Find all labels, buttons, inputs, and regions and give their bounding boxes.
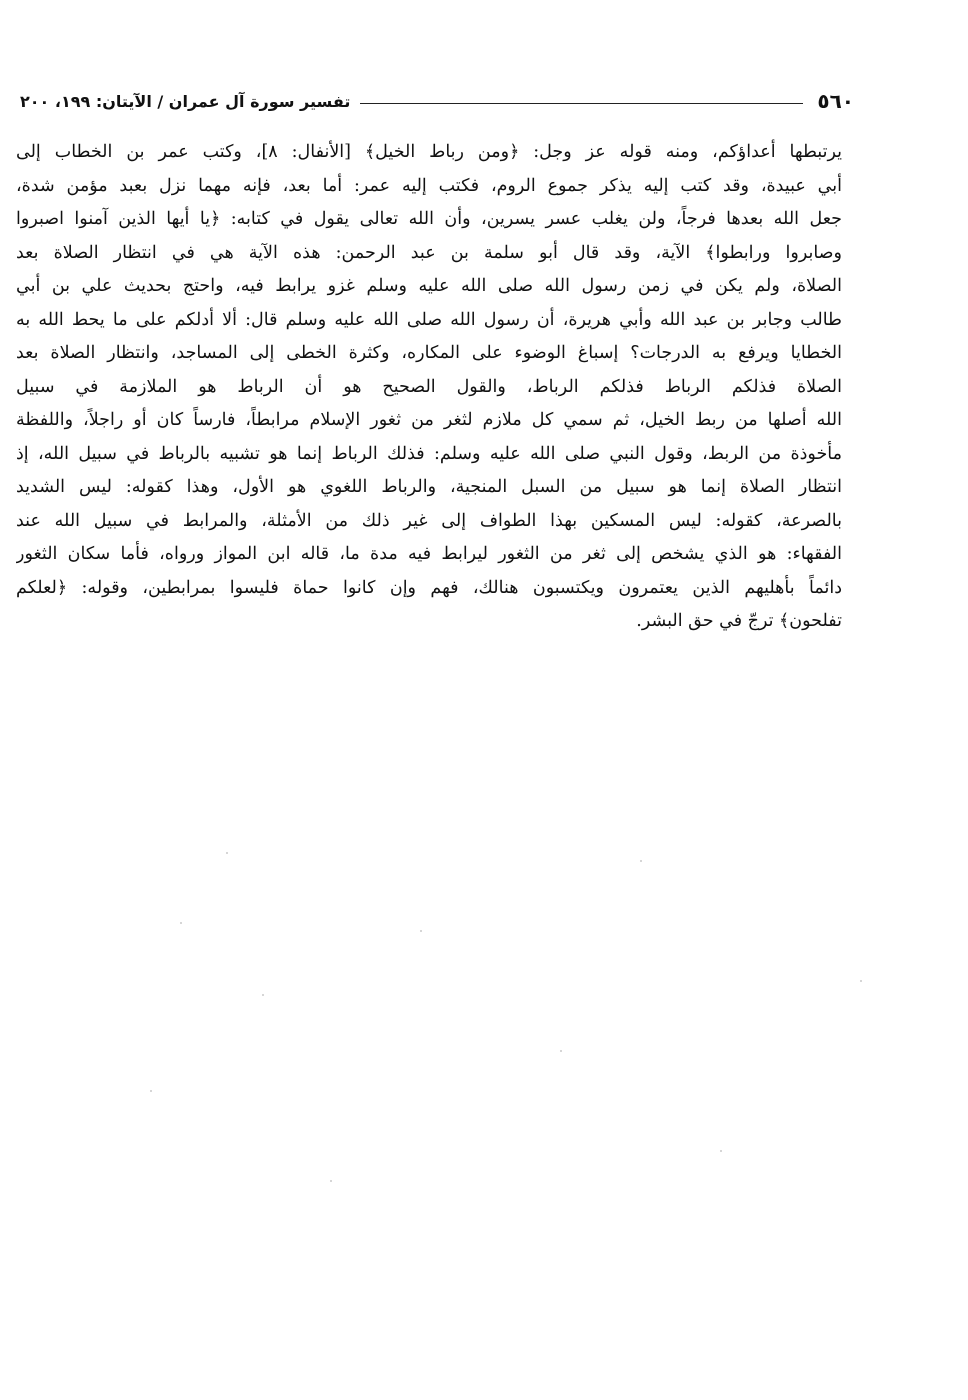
text-line: الصلاة فذلكم الرباط فذلكم الرباط، والقول الصحيح هو أن الرباط هو الملازمة في سبيل <box>16 376 842 397</box>
text-line: الخطايا ويرفع به الدرجات؟ إسباغ الوضوء على المكاره، وكثرة الخطى إلى المساجد، وانتظار الصلاة بعد <box>16 343 842 363</box>
text-line: الفقهاء: هو الذي يشخص إلى ثغر من الثغور ليرابط فيه مدة ما، قاله ابن المواز ورواه، فأما سكان الثغور <box>16 544 842 564</box>
page-number: ٥٦٠ <box>817 89 854 113</box>
scan-speck <box>226 852 228 854</box>
body-text <box>16 136 842 639</box>
text-line: أبي عبيدة، وقد كتب إليه يذكر جموع الروم، فكتب إليه عمر: أما بعد، فإنه مهما نزل بعبد مؤمن شدة، <box>16 175 842 196</box>
text-line: الله أصلها من ربط الخيل، ثم سمي كل ملازم لثغر من ثغور الإسلام مرابطاً، فارساً كان أو راجلاً، واللفظة <box>16 410 842 430</box>
scan-speck <box>860 980 862 982</box>
text-line: يرتبطها أعداؤكم، ومنه قوله عز وجل: ﴿ومن رباط الخيل﴾ [الأنفال: ٨]، وكتب عمر بن الخطاب إلى <box>16 142 842 162</box>
page-header <box>20 86 854 116</box>
text-line: الصلاة، ولم يكن في زمن رسول الله صلى الله عليه وسلم غزو يرابط فيه، واحتج بحديث علي بن أبي <box>16 276 842 296</box>
text-line: دائماً بأهليهم الذين يعتمرون ويكتسبون هنالك، فهم وإن كانوا حماة فليسوا بمرابطين، وقوله: ﴿لعلكم <box>16 577 842 598</box>
scan-speck <box>720 1150 722 1152</box>
scan-speck <box>330 1180 332 1182</box>
text-line: انتظار الصلاة إنما هو سبيل من السبل المنجية، والرباط اللغوي هو الأول، وهذا كقوله: ليس الشديد <box>16 477 842 497</box>
header-rule <box>360 103 803 104</box>
scan-speck <box>640 860 642 862</box>
scan-speck <box>150 1090 152 1092</box>
text-line: وصابروا ورابطوا﴾ الآية، وقد قال أبو سلمة بن عبد الرحمن: هذه الآية هي في انتظار الصلاة بعد <box>16 242 842 263</box>
scan-speck <box>560 1050 562 1052</box>
scan-speck <box>180 922 182 924</box>
text-line: طالب وجابر بن عبد الله وأبي هريرة، أن رسول الله صلى الله عليه وسلم قال: ألا أدلكم على ما يحط الله به <box>16 309 842 330</box>
scan-speck <box>262 994 264 996</box>
text-line: جعل الله بعدها فرجاً، ولن يغلب عسر يسرين، وأن الله تعالى يقول في كتابه: ﴿يا أيها الذين آمنوا اصبروا <box>16 209 842 229</box>
text-line: مأخوذة من الربط، وقول النبي صلى الله عليه وسلم: فذلك الرباط إنما هو تشبيه بالرباط في سبيل الله، إذ <box>16 443 842 464</box>
text-line-last: تفلحون﴾ ترجّ في حق البشر. <box>636 611 842 631</box>
text-line: بالصرعة، كقوله: ليس المسكين بهذا الطواف إلى غير ذلك من الأمثلة، والمرابط في سبيل الله عند <box>16 510 842 531</box>
scan-speck <box>420 930 422 932</box>
running-title: تفسير سورة آل عمران / الآيتان: ١٩٩، ٢٠٠ <box>20 91 351 111</box>
